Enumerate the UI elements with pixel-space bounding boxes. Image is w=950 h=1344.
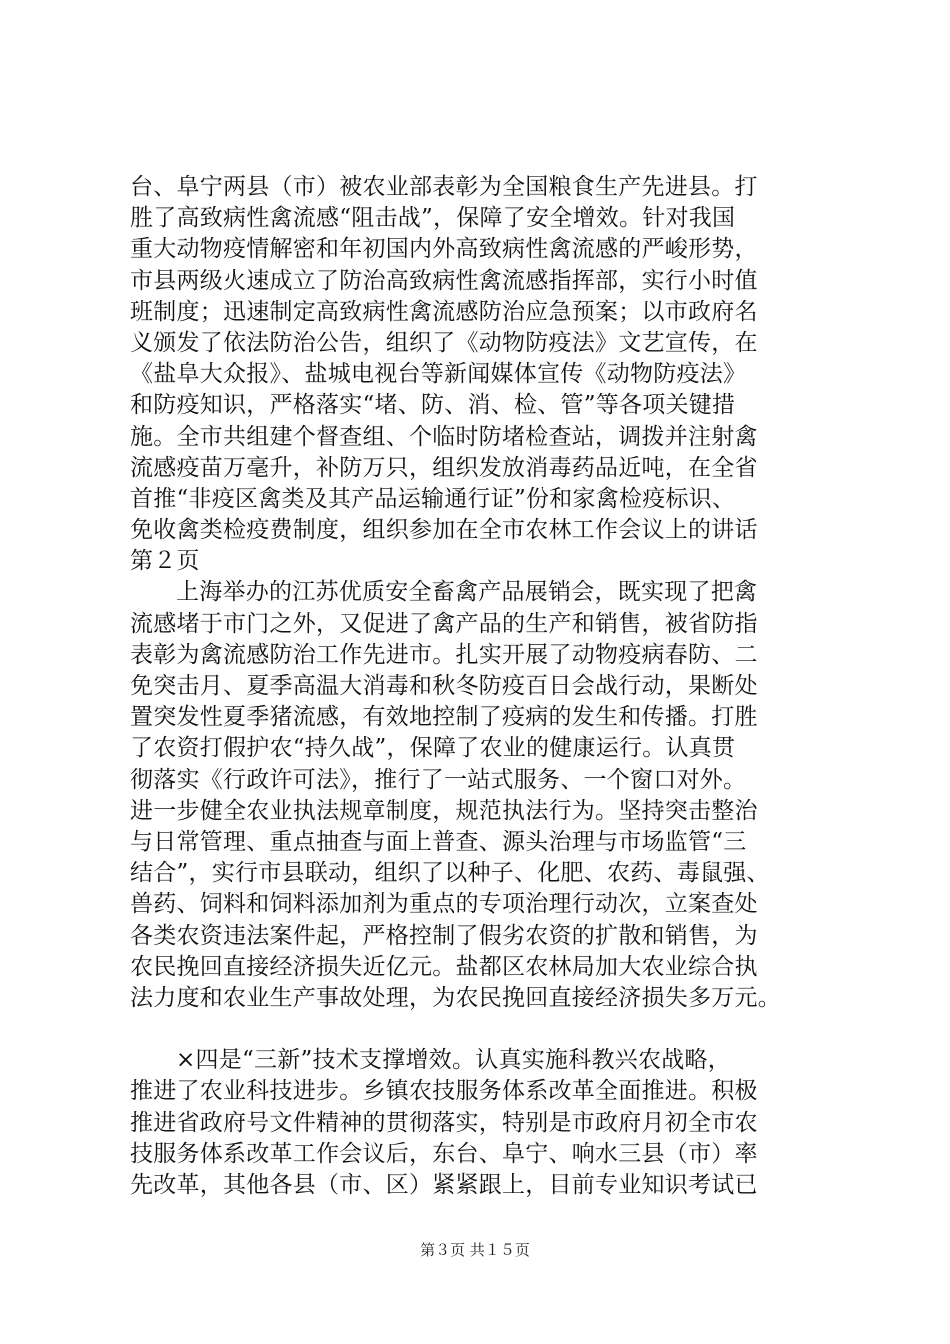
- text-line: 技服务体系改革工作会议后，东台、阜宁、响水三县（市）率: [130, 1140, 758, 1167]
- paragraph-start: ×四是“三新”技术支撑增效。认真实施科教兴农战略，: [176, 1047, 732, 1074]
- text-line: 与日常管理、重点抽查与面上普查、源头治理与市场监管“三: [130, 828, 747, 855]
- text-line: 彻落实《行政许可法》，推行了一站式服务、一个窗口对外。: [130, 766, 747, 793]
- text-line: 流感疫苗万毫升，补防万只，组织发放消毒药品近吨，在全省: [130, 454, 758, 481]
- paragraph-gap: [130, 1014, 830, 1045]
- text-line: 农民挽回直接经济损失近亿元。盐都区农林局加大农业综合执: [130, 953, 758, 980]
- text-line: 各类农资违法案件起，严格控制了假劣农资的扩散和销售，为: [130, 922, 758, 949]
- text-line: 和防疫知识，严格落实“堵、防、消、检、管”等各项关键措: [130, 392, 736, 419]
- text-line: 班制度；迅速制定高致病性禽流感防治应急预案；以市政府名: [130, 298, 758, 325]
- text-line: 重大动物疫情解密和年初国内外高致病性禽流感的严峻形势，: [130, 236, 758, 263]
- text-line: 推进了农业科技进步。乡镇农技服务体系改革全面推进。积极: [130, 1078, 758, 1105]
- page-marker: 第２页: [130, 548, 200, 575]
- text-line: 进一步健全农业执法规章制度，规范执法行为。坚持突击整治: [130, 797, 758, 824]
- text-line: 流感堵于市门之外，又促进了禽产品的生产和销售，被省防指: [130, 610, 758, 637]
- text-line: 兽药、饲料和饲料添加剂为重点的专项治理行动次，立案查处: [130, 891, 758, 918]
- text-line: 免突击月、夏季高温大消毒和秋冬防疫百日会战行动，果断处: [130, 673, 758, 699]
- text-line: 市县两级火速成立了防治高致病性禽流感指挥部，实行小时值: [130, 267, 758, 294]
- text-line: 台、阜宁两县（市）被农业部表彰为全国粮食生产先进县。打: [130, 174, 758, 200]
- page-footer: 第３页 共１５页: [420, 1241, 530, 1259]
- text-line: 了农资打假护农“持久战”，保障了农业的健康运行。认真贯: [130, 735, 736, 762]
- text-line: 表彰为禽流感防治工作先进市。扎实开展了动物疫病春防、二: [130, 641, 758, 668]
- text-line: 结合”，实行市县联动，组织了以种子、化肥、农药、毒鼠强、: [130, 860, 770, 887]
- text-line: 义颁发了依法防治公告，组织了《动物防疫法》文艺宣传，在: [130, 329, 758, 356]
- text-line: 法力度和农业生产事故处理，为农民挽回直接经济损失多万元。: [130, 984, 781, 1011]
- text-line: 首推“非疫区禽类及其产品运输通行证”份和家禽检疫标识、: [130, 485, 736, 512]
- text-line: 《盐阜大众报》、盐城电视台等新闻媒体宣传《动物防疫法》: [130, 361, 747, 388]
- text-line: 推进省政府号文件精神的贯彻落实，特别是市政府月初全市农: [130, 1109, 758, 1136]
- text-line: 置突发性夏季猪流感，有效地控制了疫病的发生和传播。打胜: [130, 704, 758, 731]
- paragraph-start: 上海举办的江苏优质安全畜禽产品展销会，既实现了把禽: [176, 579, 758, 606]
- text-line: 先改革，其他各县（市、区）紧紧跟上，目前专业知识考试已: [130, 1172, 758, 1198]
- text-line: 胜了高致病性禽流感“阻击战”，保障了安全增效。针对我国: [130, 205, 736, 232]
- text-line: 施。全市共组建个督查组、个临时防堵检查站，调拨并注射禽: [130, 423, 758, 450]
- document-body: [130, 172, 830, 1201]
- text-line: 免收禽类检疫费制度，组织参加在全市农林工作会议上的讲话: [130, 517, 758, 544]
